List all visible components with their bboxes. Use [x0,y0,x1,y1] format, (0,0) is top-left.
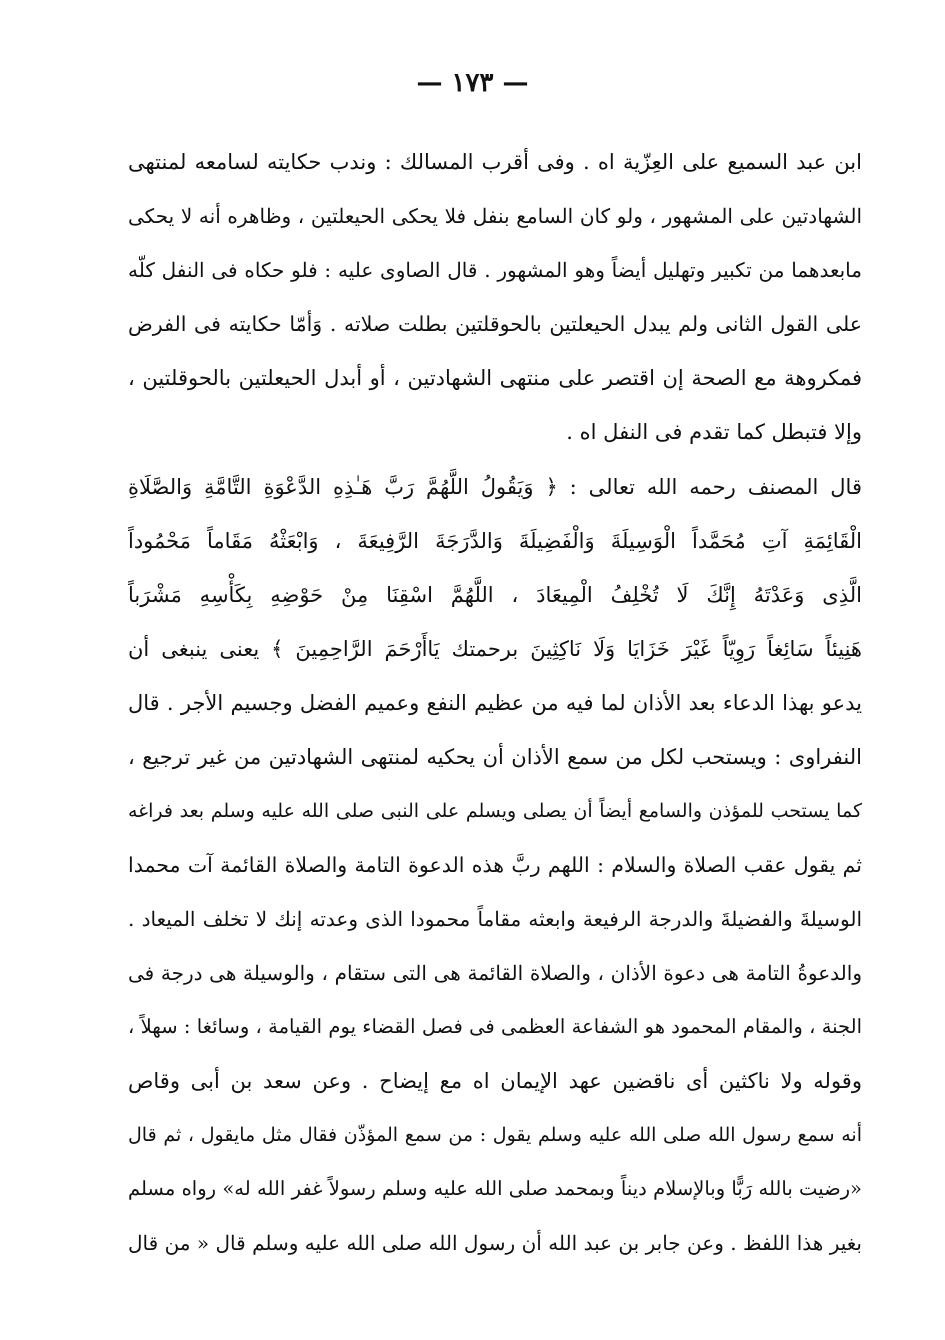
text-line: الَّذِى وَعَدْتَهُ إِنَّكَ لَا تُخْلِفُ الْمِيعَادَ ، اللَّهُمَّ اسْقِنَا مِنْ حَوْضِهِ بِكَأْسِهِ مَشْرَباً [128,583,862,607]
text-line: فمكروهة مع الصحة إن اقتصر على منتهى الشهادتين ، أو أبدل الحيعلتين بالحوقلتين ، [128,366,862,390]
text-line: ابن عبد السميع على العِزّية اه . وفى أقرب المسالك : وندب حكايته لسامعه لمنتهى [128,150,862,174]
text-line: الوسيلةَ والفضيلةَ والدرجة الرفيعة وابعثه مقاماً محمودا الذى وعدته إنك لا تخلف الميعاد . [128,907,862,931]
text-line: هَنِيئاً سَائِغاً رَوِيّاً غَيْرَ خَزَايَا وَلَا نَاكِثِينَ برحمتك يَاأَرْحَمَ الرَّاحِمِينَ ﴾ يعنى ينبغى أن [128,637,862,661]
text-line: أنه سمع رسول الله صلى الله عليه وسلم يقول : من سمع المؤذّن فقال مثل مايقول ، ثم قال [128,1124,862,1146]
text-line: النفراوى : ويستحب لكل من سمع الأذان أن يحكيه لمنتهى الشهادتين من غير ترجيع ، [128,745,862,769]
page-number: — ١٧٣ — [416,68,529,98]
text-line: كما يستحب للمؤذن والسامع أيضاً أن يصلى ويسلم على النبى صلى الله عليه وسلم بعد فراغه [128,800,862,822]
text-line: على القول الثانى ولم يبدل الحيعلتين بالحوقلتين بطلت صلاته . وَأمّا حكايته فى الفرض [128,312,862,336]
text-line: «رضيت بالله رَبًّا وبالإسلام ديناً وبمحمد صلى الله عليه وسلم رسولاً غفر الله له» رواه مسلم [128,1177,862,1200]
text-line: وإلا فتبطل كما تقدم فى النفل اه . [566,420,862,444]
text-line: يدعو بهذا الدعاء بعد الأذان لما فيه من عظيم النفع وعميم الفضل وجسيم الأجر . قال [128,691,862,715]
text-line: قال المصنف رحمه الله تعالى : ﴿ وَيَقُولُ اللَّهُمَّ رَبَّ هَـٰذِهِ الدَّعْوَةِ التَّامَّةِ وَالصَّلَاةِ [128,475,862,499]
text-line: مابعدهما من تكبير وتهليل أيضاً وهو المشهور . قال الصاوى عليه : فلو حكاه فى النفل كلّه [128,258,862,282]
text-line: ثم يقول عقب الصلاة والسلام : اللهم ربَّ هذه الدعوة التامة والصلاة القائمة آت محمدا [128,853,862,877]
text-line: الْقَائِمَةِ آتِ مُحَمَّداً الْوَسِيلَةَ وَالْفَضِيلَةَ وَالدَّرَجَةَ الرَّفِيعَةَ ، وَابْعَثْهُ مَقَاماً مَحْمُوداً [128,529,862,553]
text-line: بغير هذا اللفظ . وعن جابر بن عبد الله أن رسول الله صلى الله عليه وسلم قال « من قال [128,1231,862,1255]
text-line: وقوله ولا ناكثين أى ناقضين عهد الإيمان اه مع إيضاح . وعن سعد بن أبى وقاص [128,1069,862,1093]
paragraph-1 [128,135,862,459]
text-line: والدعوةُ التامة هى دعوة الأذان ، والصلاة القائمة هى التى ستقام ، والوسيلة هى درجة فى [128,961,862,985]
paragraph-2 [128,460,862,1270]
text-line: الشهادتين على المشهور ، ولو كان السامع بنفل فلا يحكى الحيعلتين ، وظاهره أنه لا يحكى [128,204,862,228]
text-line: الجنة ، والمقام المحمود هو الشفاعة العظمى فى فصل القضاء يوم القيامة ، وسائغا : سهلاً ، [128,1015,862,1038]
